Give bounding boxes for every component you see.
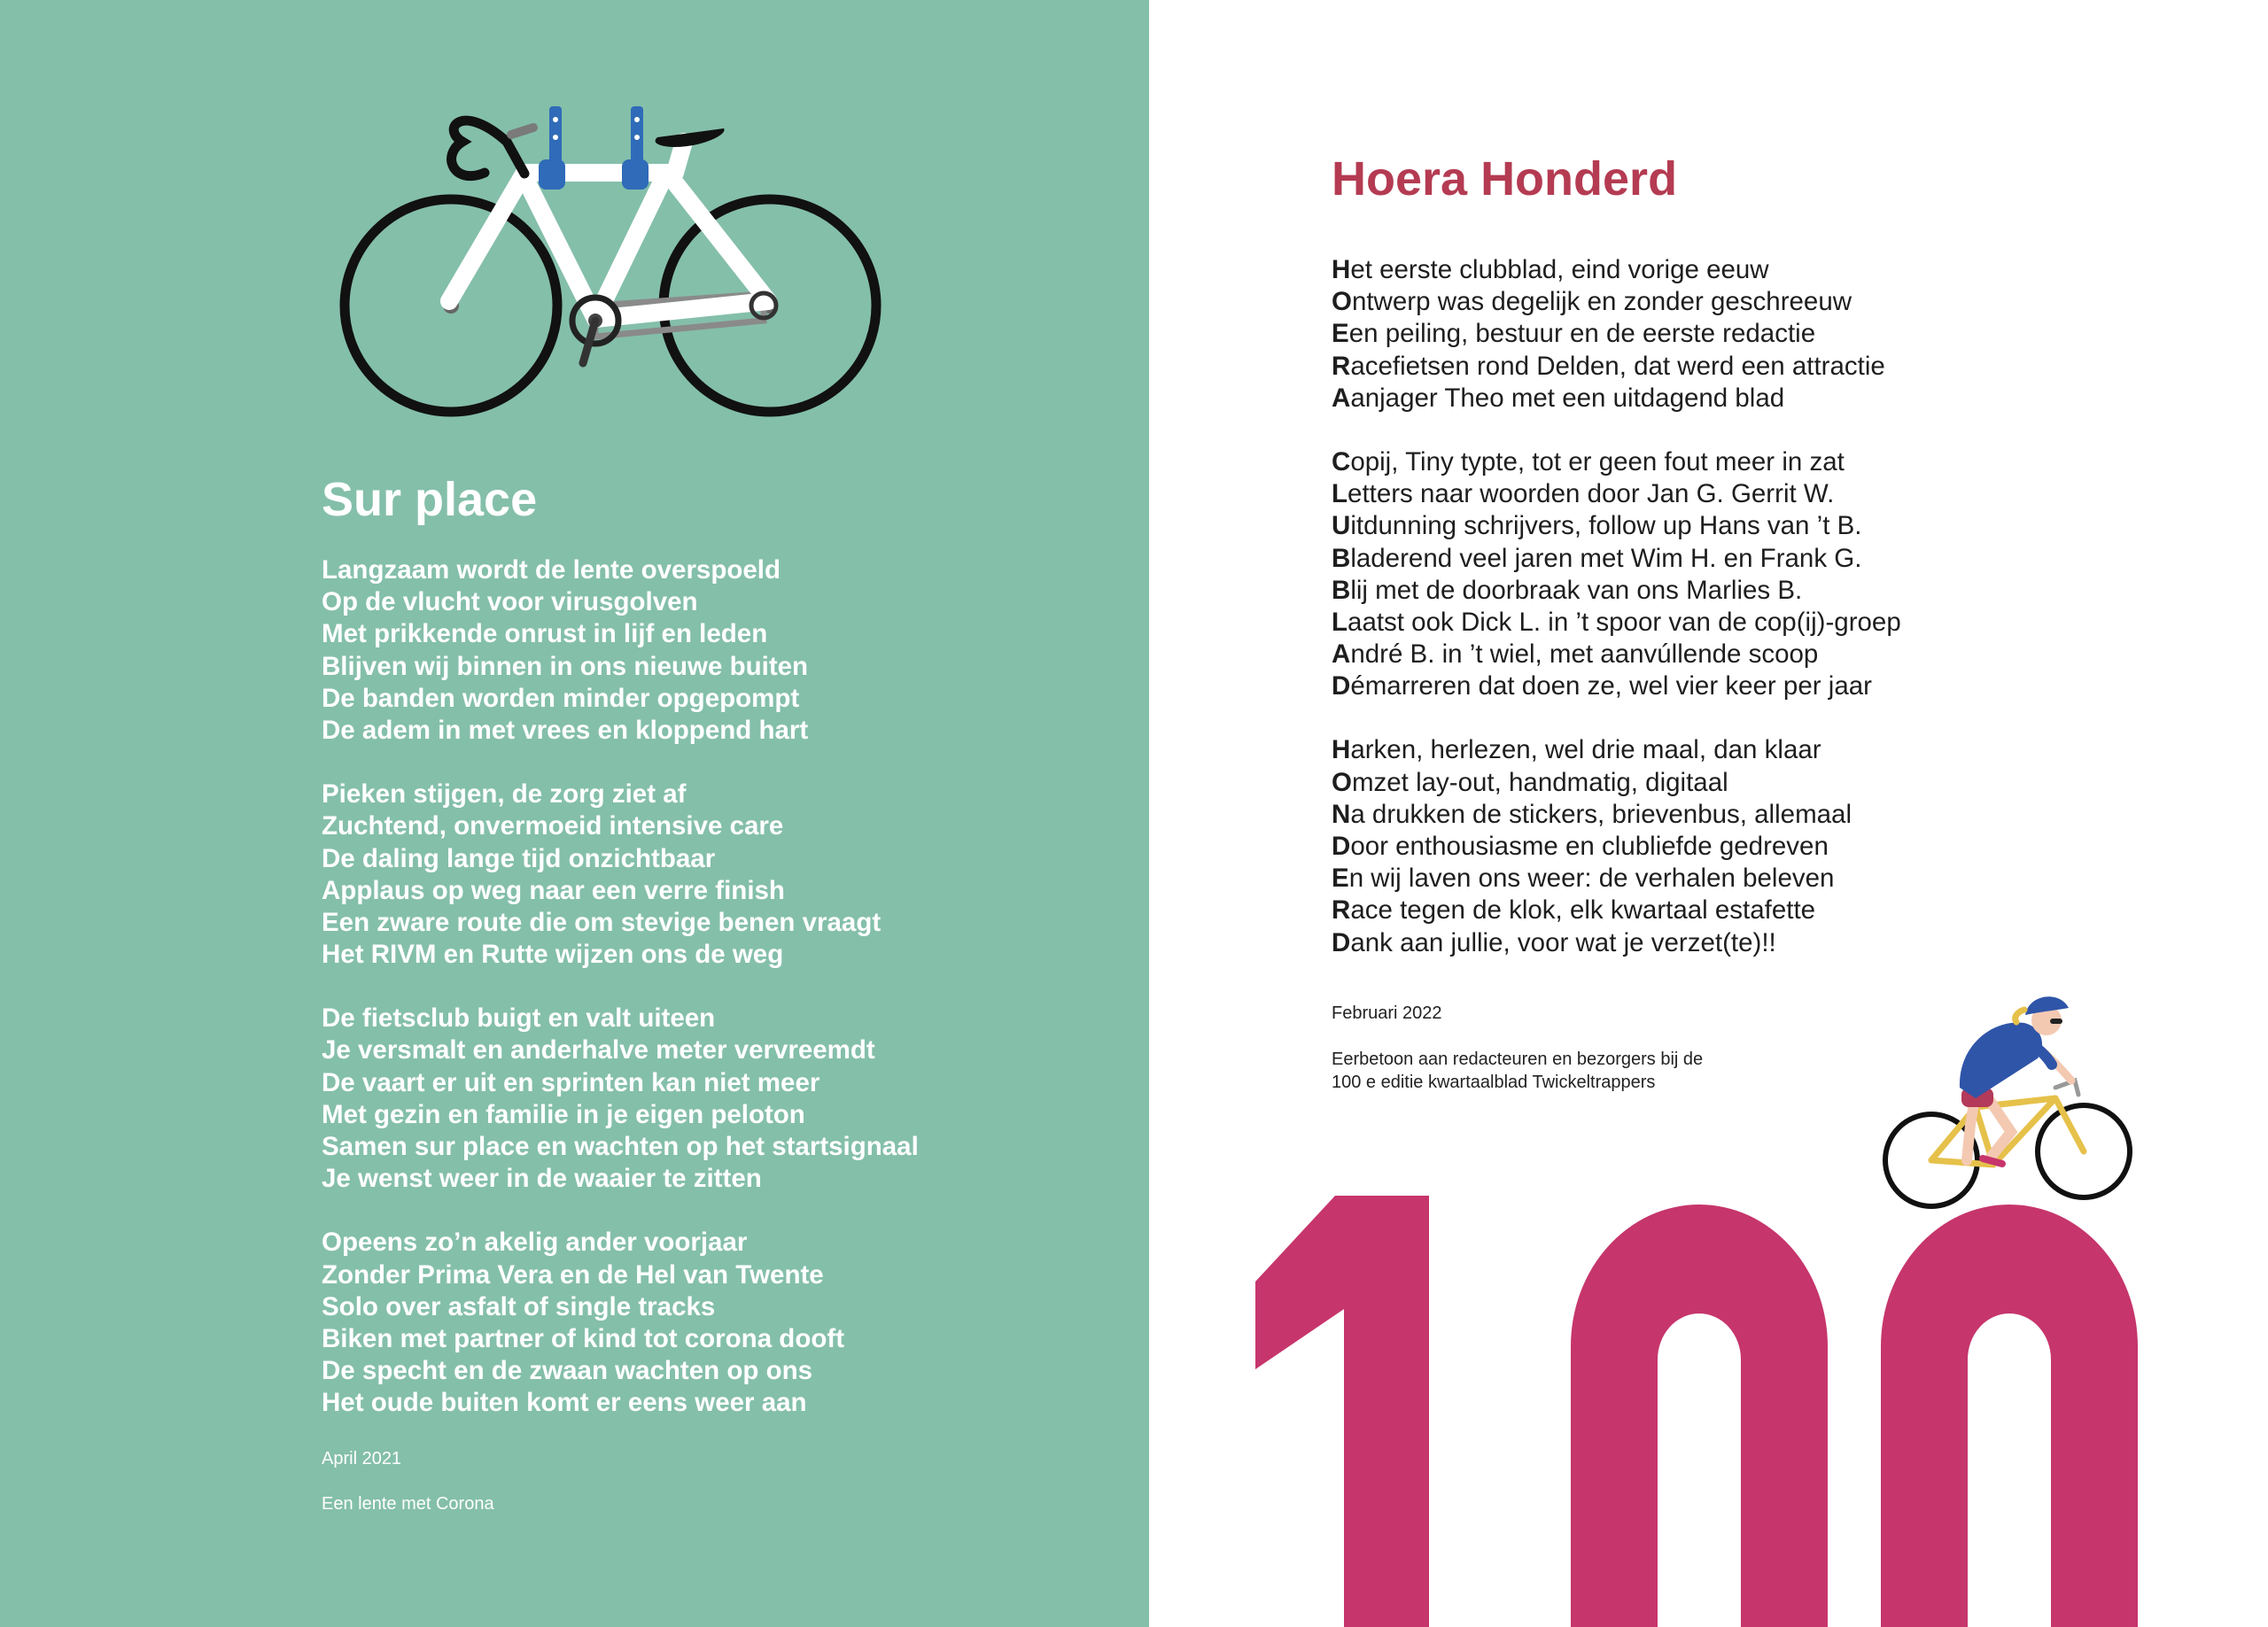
poem-line <box>1332 286 1901 318</box>
acrostic-initial: N <box>1332 799 1351 829</box>
line-text: en peiling, bestuur en de eerste redactie <box>1348 319 1816 349</box>
line-text: ndré B. in ’t wiel, met aanvúllende scoop <box>1350 639 1819 670</box>
poem-line <box>1332 607 1901 639</box>
line-text: ank aan jullie, voor wat je verzet(te)!! <box>1350 927 1776 957</box>
line-text: a drukken de stickers, brievenbus, allemaal <box>1350 799 1852 829</box>
poem-line <box>1332 639 1901 670</box>
poem-line: Blijven wij binnen in ons nieuwe buiten <box>322 651 809 681</box>
stanza <box>1332 446 1901 703</box>
line-text: aatst ook Dick L. in ’t spoor van de cop(ij)-groep <box>1348 607 1901 637</box>
acrostic-initial: R <box>1332 895 1351 926</box>
poem-line <box>1332 927 1901 959</box>
poem-line <box>1332 799 1901 831</box>
acrostic-poem-body <box>1332 254 1901 991</box>
poem-line <box>1332 734 1901 766</box>
acrostic-initial: L <box>1332 479 1348 509</box>
poem-line: Met prikkende onrust in lijf en leden <box>322 619 768 649</box>
left-poem-body <box>322 554 919 1452</box>
poem-line <box>1332 510 1901 542</box>
poem-line: Langzaam wordt de lente overspoeld <box>322 555 781 585</box>
acrostic-initial: D <box>1332 927 1351 957</box>
line-text: n wij laven ons weer: de verhalen beleven <box>1348 864 1835 894</box>
poem-line <box>1332 543 1901 575</box>
poem-line <box>1332 318 1901 350</box>
tribute-line: 100 e editie kwartaalblad Twickeltrappers <box>1332 1073 1656 1092</box>
acrostic-initial: D <box>1332 671 1351 701</box>
line-text: émarreren dat doen ze, wel vier keer per jaar <box>1350 671 1872 701</box>
left-poem-subtitle: Een lente met Corona <box>322 1494 494 1514</box>
poem-line: Opeens zo’n akelig ander voorjaar <box>322 1228 748 1258</box>
right-poem-date: Februari 2022 <box>1332 1003 1442 1023</box>
poem-line: Biken met partner of kind tot corona dooft <box>322 1323 845 1353</box>
line-text: mzet lay-out, handmatig, digitaal <box>1351 767 1728 797</box>
line-text: ace tegen de klok, elk kwartaal estafette <box>1350 895 1816 926</box>
tribute-note <box>1332 1048 1792 1094</box>
acrostic-initial: B <box>1332 575 1351 605</box>
line-text: acefietsen rond Delden, dat werd een attractie <box>1350 351 1885 381</box>
line-text: arken, herlezen, wel drie maal, dan klaar <box>1350 735 1821 765</box>
poem-line: De fietsclub buigt en valt uiteen <box>322 1003 716 1034</box>
poem-line <box>1332 895 1901 926</box>
poem-line: Applaus op weg naar een verre finish <box>322 875 785 905</box>
line-text: etters naar woorden door Jan G. Gerrit W. <box>1348 479 1835 509</box>
poem-line: Het oude buiten komt er eens weer aan <box>322 1388 807 1418</box>
acrostic-initial: E <box>1332 864 1349 894</box>
big-number-100 <box>1255 1169 2268 1627</box>
right-page <box>1149 0 2268 1627</box>
poem-line: Op de vlucht voor virusgolven <box>322 587 698 617</box>
acrostic-initial: H <box>1332 735 1351 765</box>
poem-line <box>1332 446 1901 478</box>
poem-line <box>1332 383 1901 414</box>
poem-line: Zuchtend, onvermoeid intensive care <box>322 811 784 841</box>
acrostic-initial: B <box>1332 543 1351 573</box>
acrostic-initial: A <box>1332 639 1351 670</box>
poem-line: Samen sur place en wachten op het startsignaal <box>322 1132 919 1161</box>
line-text: lij met de doorbraak van ons Marlies B. <box>1350 575 1803 605</box>
poem-line <box>1332 351 1901 383</box>
acrostic-initial: O <box>1332 287 1352 317</box>
tribute-line: Eerbetoon aan redacteuren en bezorgers bij de <box>1332 1050 1704 1069</box>
poem-line <box>1332 831 1901 863</box>
poem-line: De banden worden minder opgepompt <box>322 683 800 713</box>
line-text: ntwerp was degelijk en zonder geschreeuw <box>1351 287 1852 317</box>
stanza <box>322 1227 919 1419</box>
cyclist-illustration <box>1878 983 2144 1222</box>
poem-line <box>1332 767 1901 799</box>
left-poem-title: Sur place <box>322 473 538 526</box>
right-poem-title: Hoera Honderd <box>1332 152 1678 205</box>
poem-line: De specht en de zwaan wachten op ons <box>322 1356 813 1386</box>
poem-line: Je wenst weer in de waaier te zitten <box>322 1164 762 1194</box>
poem-line: De vaart er uit en sprinten kan niet meer <box>322 1067 820 1097</box>
poem-line: Met gezin en familie in je eigen peloton <box>322 1099 805 1129</box>
poem-line: De daling lange tijd onzichtbaar <box>322 843 716 873</box>
acrostic-initial: L <box>1332 607 1348 637</box>
line-text: et eerste clubblad, eind vorige eeuw <box>1350 255 1769 284</box>
stanza <box>1332 254 1901 414</box>
poem-line: Solo over asfalt of single tracks <box>322 1291 716 1321</box>
acrostic-initial: R <box>1332 351 1351 381</box>
line-text: laderend veel jaren met Wim H. en Frank G. <box>1350 543 1862 573</box>
poem-line <box>1332 863 1901 895</box>
stanza <box>1332 734 1901 958</box>
acrostic-initial: E <box>1332 319 1349 349</box>
poem-line: Het RIVM en Rutte wijzen ons de weg <box>322 940 784 970</box>
poem-line <box>1332 575 1901 607</box>
line-text: opij, Tiny typte, tot er geen fout meer in zat <box>1350 446 1845 476</box>
acrostic-initial: D <box>1332 832 1351 861</box>
line-text: itdunning schrijvers, follow up Hans van ’t B. <box>1350 511 1862 541</box>
poem-line: De adem in met vrees en kloppend hart <box>322 715 809 745</box>
acrostic-initial: O <box>1332 767 1352 797</box>
acrostic-initial: C <box>1332 446 1351 476</box>
poem-line <box>1332 670 1901 702</box>
road-bike-illustration <box>330 89 897 425</box>
acrostic-initial: H <box>1332 255 1351 284</box>
poem-line: Pieken stijgen, de zorg ziet af <box>322 779 687 810</box>
acrostic-initial: U <box>1332 511 1351 541</box>
poem-line: Zonder Prima Vera en de Hel van Twente <box>322 1259 824 1290</box>
poem-line: Je versmalt en anderhalve meter vervreemdt <box>322 1035 875 1065</box>
stanza <box>322 554 919 747</box>
poem-line: Een zware route die om stevige benen vraagt <box>322 907 882 937</box>
stanza <box>322 1003 919 1195</box>
stanza <box>322 779 919 971</box>
line-text: anjager Theo met een uitdagend blad <box>1350 383 1785 413</box>
line-text: oor enthousiasme en clubliefde gedreven <box>1350 832 1829 861</box>
left-poem-date: April 2021 <box>322 1449 402 1468</box>
acrostic-initial: A <box>1332 383 1351 413</box>
poem-line <box>1332 478 1901 510</box>
poem-line <box>1332 254 1901 286</box>
